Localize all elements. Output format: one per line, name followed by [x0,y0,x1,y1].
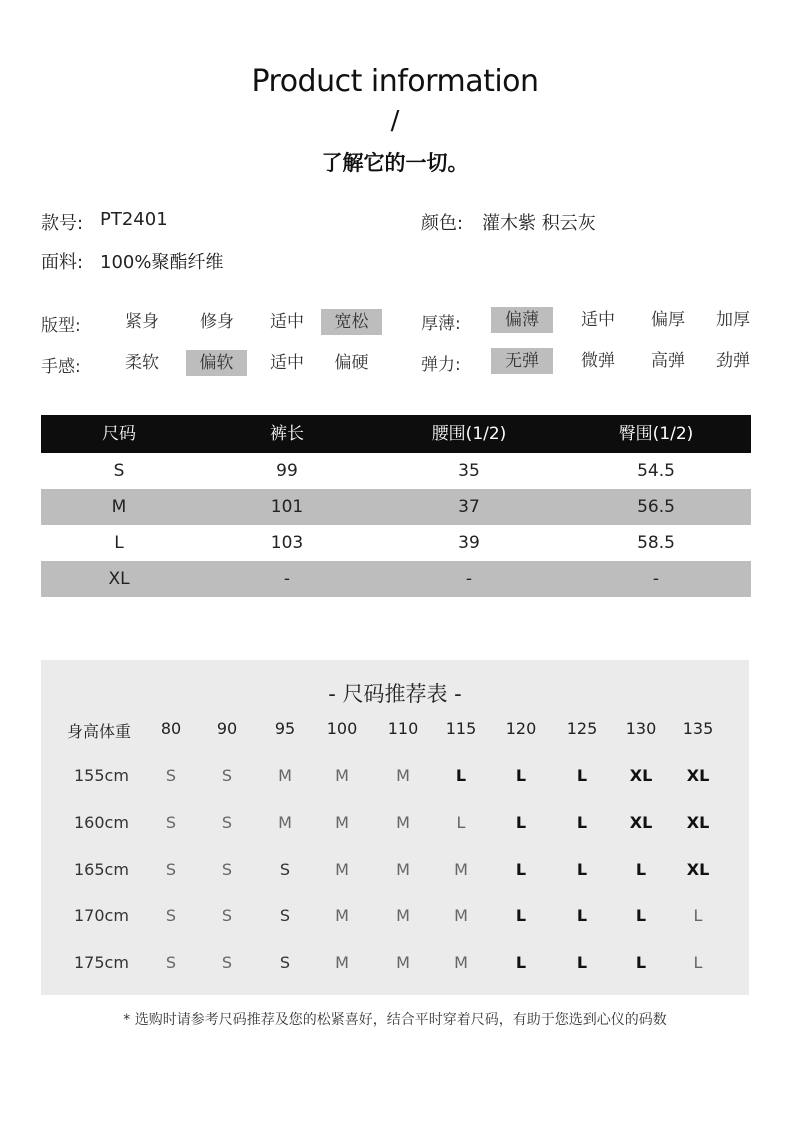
recommendation-cell: M [454,953,468,972]
recommendation-cell: M [396,906,410,925]
recommendation-cell: S [165,766,177,785]
weight-header: 115 [445,719,477,738]
size-table [41,415,751,597]
fabric-label: 面料: [41,252,84,273]
recommendation-cell: L [576,860,588,879]
recommendation-cell: S [279,906,291,925]
table-cell: XL [108,569,130,589]
recommendation-cell: M [335,953,349,972]
recommendation-cell: S [165,953,177,972]
recommendation-cell: L [635,953,647,972]
recommendation-cell: M [454,860,468,879]
recommendation-cell: S [165,813,177,832]
weight-header: 95 [274,719,296,738]
recommendation-cell: S [221,953,233,972]
recommendation-cell: L [576,906,588,925]
hand-feel-option: 偏硬 [334,353,369,373]
recommendation-cell: XL [629,766,653,785]
weight-header: 130 [625,719,657,738]
column-header: 臀围(1/2) [618,424,694,444]
recommendation-cell: XL [686,860,710,879]
table-cell: 103 [270,533,304,553]
hand-feel-label: 手感: [41,357,81,377]
fabric-value: 100%聚酯纤维 [100,252,224,273]
recommendation-cell: S [165,860,177,879]
fit-option: 紧身 [125,312,159,332]
elasticity-option: 高弹 [651,351,685,371]
recommendation-cell: S [165,906,177,925]
weight-header: 120 [505,719,537,738]
recommendation-cell: M [396,766,410,785]
size-recommendation-panel [41,660,749,995]
recommendation-cell: S [221,906,233,925]
table-row [41,561,751,597]
fit-option: 修身 [200,312,234,332]
recommendation-cell: L [515,766,527,785]
style-number-label: 款号: [41,213,84,234]
recommendation-cell: L [515,906,527,925]
table-cell: - [283,569,291,589]
column-header: 尺码 [102,424,136,444]
height-label: 165cm [74,860,129,879]
table-row [41,453,751,489]
height-label: 170cm [74,906,129,925]
recommendation-cell: L [515,813,527,832]
page-subtitle: 了解它的一切。 [321,151,469,175]
recommendation-cell: XL [686,766,710,785]
thickness-option: 偏厚 [651,310,685,330]
weight-header: 135 [682,719,714,738]
table-row [41,525,751,561]
weight-header: 90 [216,719,238,738]
table-cell: 101 [270,497,304,517]
thickness-option: 适中 [581,310,615,330]
elasticity-label: 弹力: [421,355,461,375]
elasticity-option: 微弹 [581,351,615,371]
color-value: 灌木紫 积云灰 [482,213,596,234]
table-cell: 35 [458,461,480,481]
recommendation-cell: L [515,860,527,879]
weight-header: 100 [326,719,358,738]
recommendation-cell: M [335,860,349,879]
recommendation-cell: S [221,766,233,785]
recommendation-cell: M [454,906,468,925]
recommendation-cell: L [576,813,588,832]
table-cell: 39 [458,533,480,553]
recommendation-cell: S [279,953,291,972]
recommendation-cell: M [396,953,410,972]
style-number-value: PT2401 [100,209,168,230]
recommendation-cell: L [515,953,527,972]
height-label: 160cm [74,813,129,832]
recommendation-cell: M [335,813,349,832]
table-cell: S [113,461,125,481]
table-cell: - [652,569,660,589]
elasticity-option: 劲弹 [716,351,750,371]
fit-label: 版型: [41,316,81,336]
recommendation-cell: L [455,766,467,785]
thickness-option-selected: 偏薄 [491,307,553,333]
title-separator: / [390,106,400,136]
table-cell: 56.5 [637,497,675,517]
recommendation-cell: M [396,813,410,832]
weight-header: 80 [160,719,182,738]
elasticity-option-selected: 无弹 [491,348,553,374]
hand-feel-option-selected: 偏软 [186,350,247,376]
recommendation-cell: L [456,813,466,832]
recommendation-cell: L [693,906,703,925]
recommendation-cell: L [576,766,588,785]
recommendation-title: - 尺码推荐表 - [328,682,462,706]
recommendation-cell: M [396,860,410,879]
recommendation-cell: L [635,860,647,879]
table-cell: L [114,533,124,553]
table-cell: 58.5 [637,533,675,553]
fit-option: 适中 [270,312,304,332]
table-cell: M [111,497,127,517]
weight-header: 110 [387,719,419,738]
recommendation-cell: L [576,953,588,972]
hand-feel-option: 适中 [270,353,304,373]
table-cell: 37 [458,497,480,517]
weight-header: 125 [566,719,598,738]
recommendation-cell: M [335,906,349,925]
recommendation-cell: L [635,906,647,925]
fit-option-selected: 宽松 [321,309,382,335]
size-table-header [41,415,751,453]
table-cell: - [465,569,473,589]
thickness-option: 加厚 [716,310,750,330]
recommendation-cell: S [221,860,233,879]
corner-label: 身高体重 [67,722,132,741]
recommendation-cell: M [335,766,349,785]
recommendation-cell: XL [686,813,710,832]
height-label: 175cm [74,953,129,972]
table-cell: 54.5 [637,461,675,481]
color-label: 颜色: [421,213,464,234]
recommendation-cell: L [693,953,703,972]
hand-feel-option: 柔软 [125,353,159,373]
recommendation-cell: XL [629,813,653,832]
recommendation-cell: S [279,860,291,879]
thickness-label: 厚薄: [421,314,461,334]
column-header: 裤长 [270,424,304,444]
recommendation-cell: M [278,813,292,832]
table-cell: 99 [276,461,298,481]
table-row [41,489,751,525]
column-header: 腰围(1/2) [431,424,507,444]
height-label: 155cm [74,766,129,785]
recommendation-cell: S [221,813,233,832]
page-title: Product information [251,64,539,99]
recommendation-cell: M [278,766,292,785]
footnote: * 选购时请参考尺码推荐及您的松紧喜好，结合平时穿着尺码，有助于您选到心仪的码数 [123,1012,667,1028]
